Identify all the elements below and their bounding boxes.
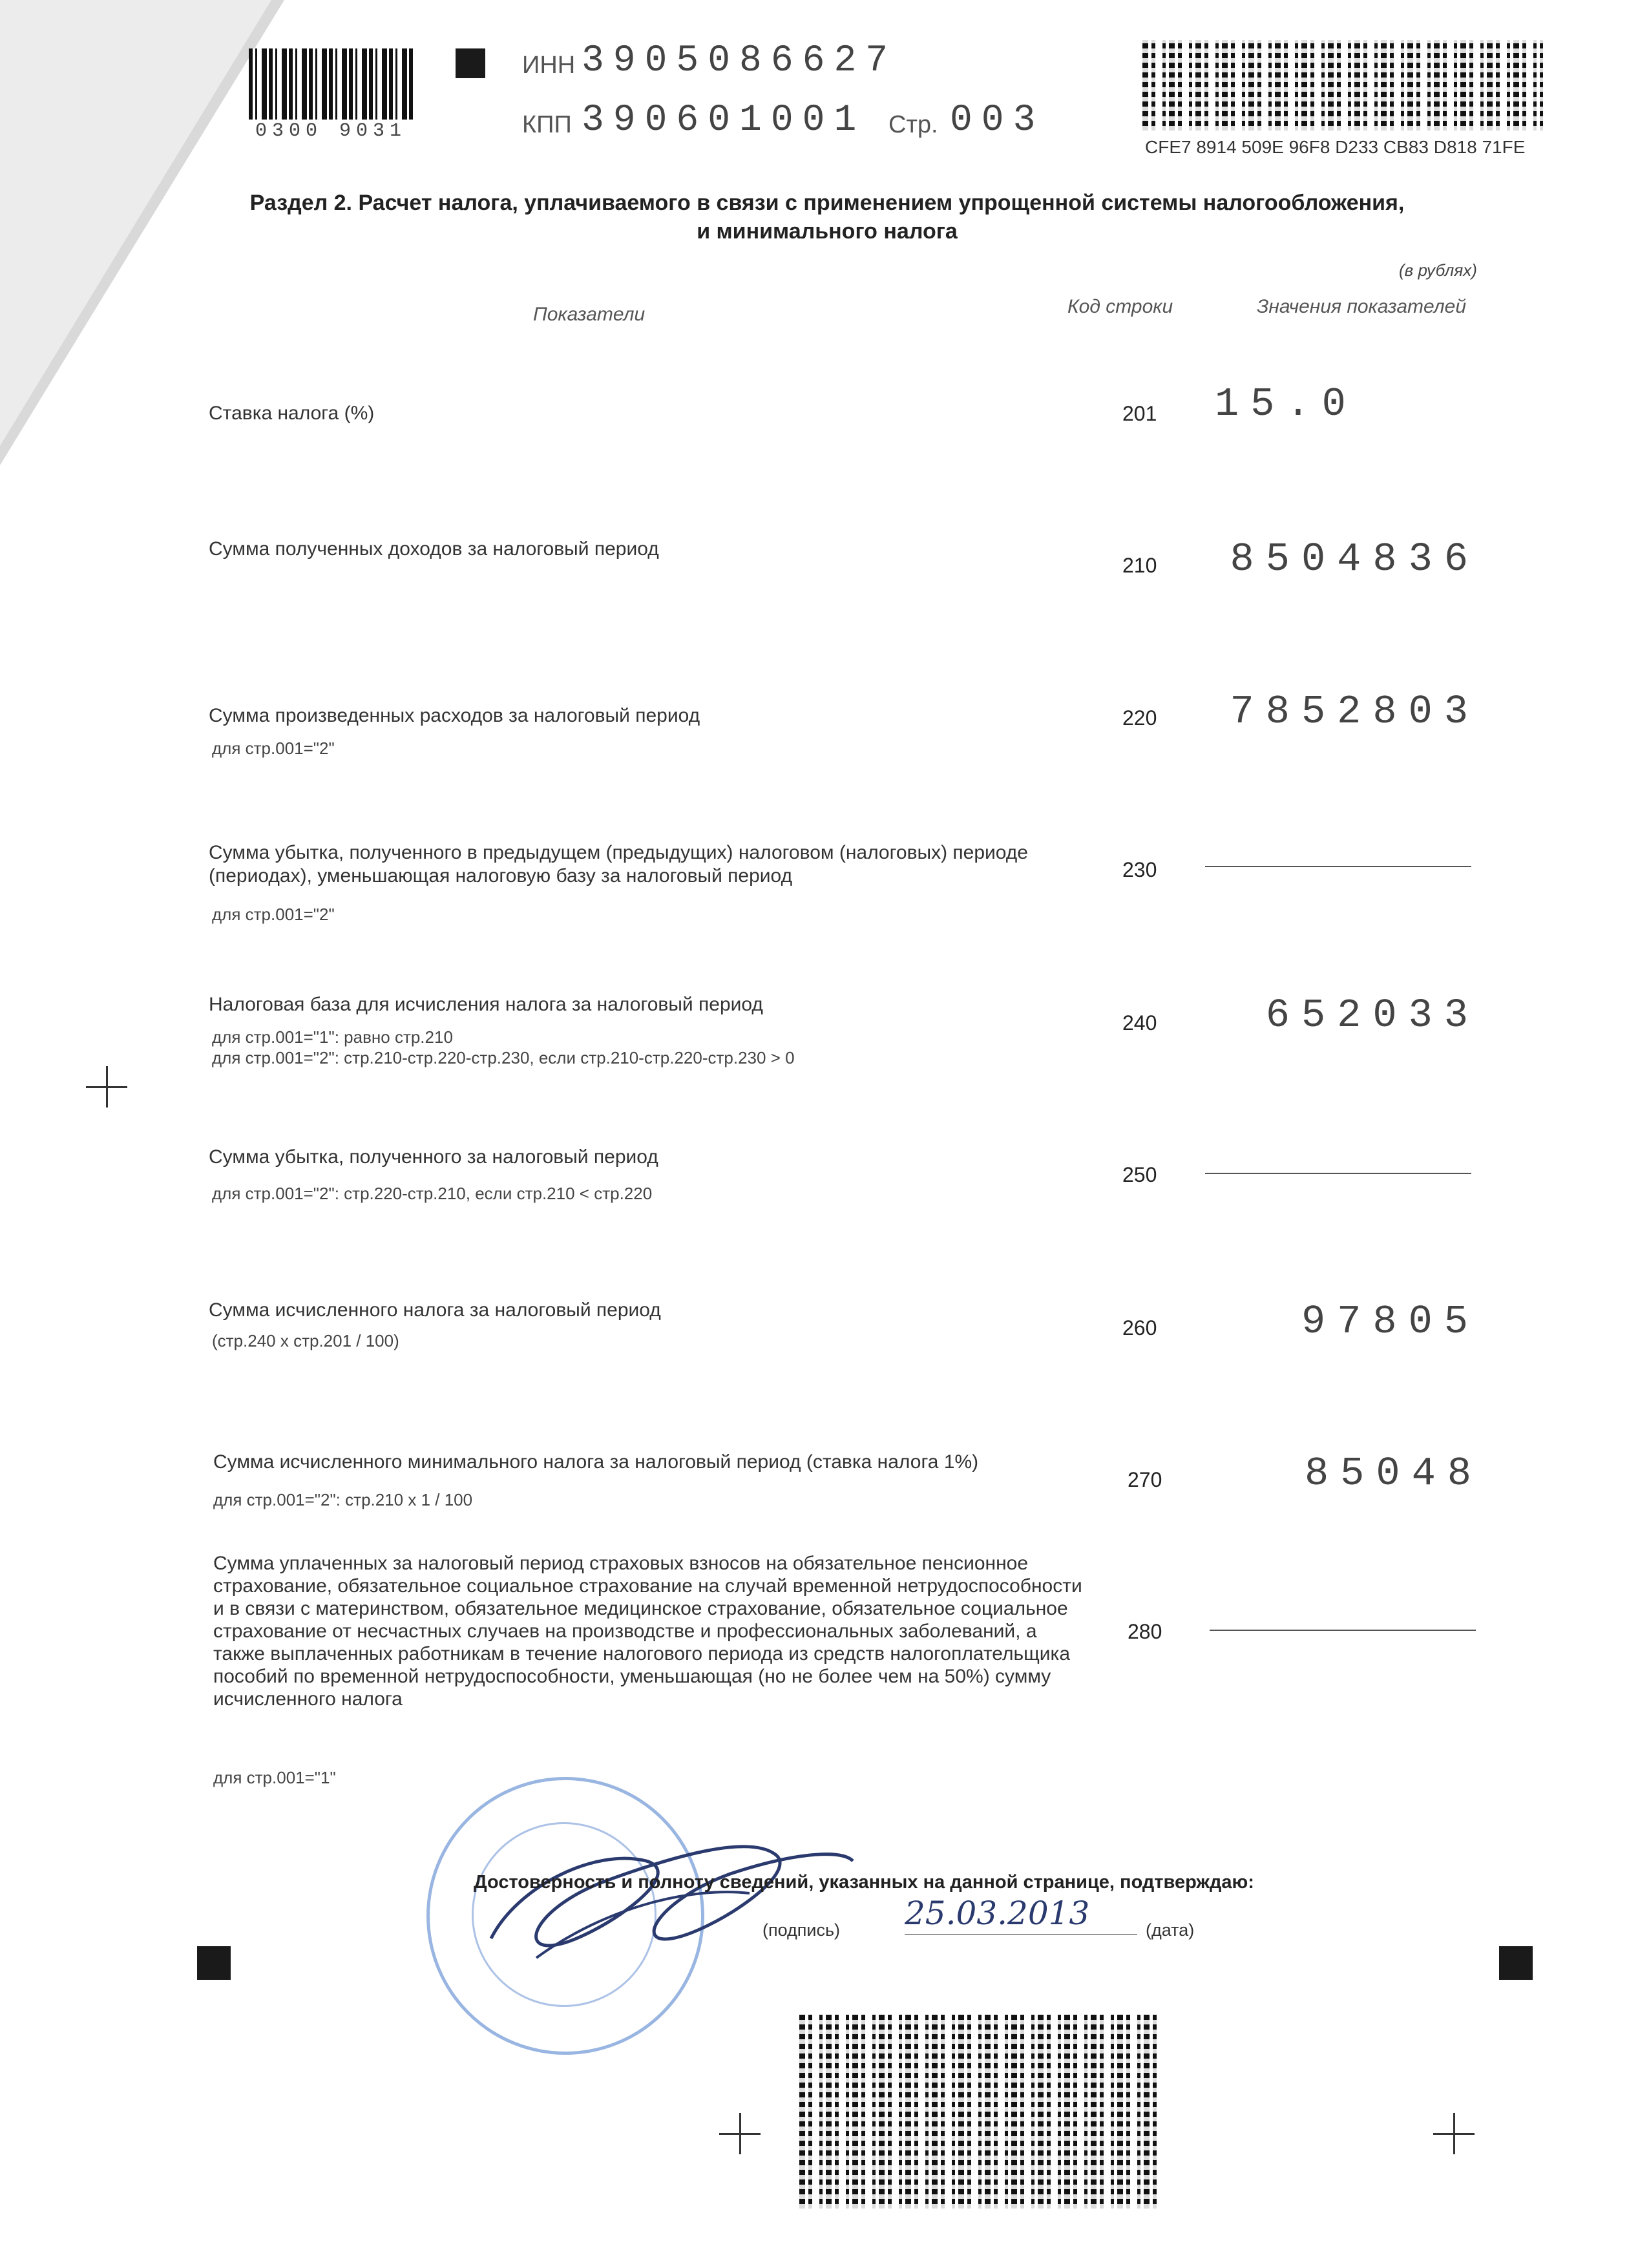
column-values: Значения показателей <box>1257 296 1467 317</box>
corner-marker-bottom-left <box>197 1946 231 1980</box>
row-280-empty-line <box>1210 1630 1476 1631</box>
column-indicators: Показатели <box>533 304 646 325</box>
date-label: (дата) <box>1146 1920 1195 1940</box>
section-title: Раздел 2. Расчет налога, уплачиваемого в связи с применением упрощенной системы налогообложения, <box>249 191 1405 215</box>
corner-marker-bottom-right <box>1499 1946 1533 1980</box>
row-250-empty-line <box>1205 1173 1471 1174</box>
row-210-value: 8504836 <box>1230 536 1480 582</box>
row-220-note: для стр.001="2" <box>212 739 335 758</box>
signature-label: (подпись) <box>762 1920 841 1940</box>
kpp-value: 390601001 <box>582 100 866 142</box>
inn-label: ИНН <box>522 52 576 79</box>
row-210-code: 210 <box>1122 554 1157 577</box>
row-220-label: Сумма произведенных расходов за налоговый период <box>209 705 700 726</box>
row-240-note-1: для стр.001="1": равно стр.210 <box>212 1027 453 1047</box>
units-note: (в рублях) <box>1399 260 1477 280</box>
row-260-value: 97805 <box>1301 1299 1480 1345</box>
kpp-label: КПП <box>522 111 572 138</box>
row-270-value: 85048 <box>1304 1451 1483 1496</box>
row-250-label: Сумма убытка, полученного за налоговый период <box>209 1146 658 1168</box>
barcode-2d-bottom <box>799 2015 1161 2209</box>
barcode-left <box>249 48 414 120</box>
row-270-note: для стр.001="2": стр.210 х 1 / 100 <box>213 1490 473 1509</box>
row-230-note: для стр.001="2" <box>212 905 335 924</box>
row-240-note-2: для стр.001="2": стр.210-стр.220-стр.230, если стр.210-стр.220-стр.230 > 0 <box>212 1048 795 1067</box>
inn-value: 3905086627 <box>582 40 898 82</box>
row-201-value: 15.0 <box>1215 381 1358 427</box>
confirmation-text: Достоверность и полноту сведений, указанных на данной странице, подтверждаю: <box>474 1872 1254 1893</box>
page-number: 003 <box>950 100 1045 142</box>
date-underline <box>905 1934 1137 1935</box>
row-250-note: для стр.001="2": стр.220-стр.210, если стр.210 < стр.220 <box>212 1184 653 1203</box>
row-240-code: 240 <box>1122 1011 1157 1034</box>
row-210-label: Сумма полученных доходов за налоговый период <box>209 538 659 560</box>
date-value: 25.03.2013 <box>905 1895 1090 1932</box>
row-220-code: 220 <box>1122 706 1157 730</box>
row-201-code: 201 <box>1122 402 1157 425</box>
row-280-label: Сумма уплаченных за налоговый период страховых взносов на обязательное пенсионное страхование, обязательное социальное страхование на случай временной нетрудоспособности и в связи с материнством, обязательное медицинское страхование, обязательное социальное страхование от несчастных случаев на производстве и профессиональных заболеваний, а также выплаченных работникам в течение налогового периода из средств налогоплательщика пособий по временной нетрудоспособности, уменьшающая (но не более чем на 50%) сумму исчисленного налога <box>213 1553 1082 1710</box>
barcode-2d-top <box>1142 40 1543 131</box>
row-230-code: 230 <box>1122 858 1157 881</box>
row-240-value: 652033 <box>1265 992 1480 1038</box>
row-240-label: Налоговая база для исчисления налога за налоговый период <box>209 994 763 1015</box>
document-hash: CFE7 8914 509E 96F8 D233 CB83 D818 71FE <box>1145 137 1526 157</box>
registration-mark-left <box>86 1066 127 1108</box>
signature <box>478 1809 866 1977</box>
section-title-line2: и минимального налога <box>697 219 958 244</box>
page-label: Стр. <box>888 111 938 138</box>
row-260-code: 260 <box>1122 1316 1157 1339</box>
row-280-note: для стр.001="1" <box>213 1768 336 1787</box>
row-250-code: 250 <box>1122 1163 1157 1186</box>
row-230-empty-line <box>1205 866 1471 867</box>
registration-mark-bottom-left <box>719 2113 761 2154</box>
registration-mark-bottom-right <box>1433 2113 1475 2154</box>
row-201-label: Ставка налога (%) <box>209 403 375 424</box>
row-270-code: 270 <box>1128 1468 1162 1491</box>
row-220-value: 7852803 <box>1230 689 1480 735</box>
row-260-label: Сумма исчисленного налога за налоговый период <box>209 1299 661 1321</box>
row-260-note: (стр.240 х стр.201 / 100) <box>212 1331 399 1350</box>
column-code: Код строки <box>1067 296 1173 317</box>
corner-marker-top <box>456 48 485 78</box>
row-230-label: Сумма убытка, полученного в предыдущем (предыдущих) налоговом (налоговых) периоде (периодах), уменьшающая налоговую базу за налоговый период <box>209 842 1028 887</box>
barcode-number: 0300 9031 <box>255 120 407 142</box>
row-270-label: Сумма исчисленного минимального налога за налоговый период (ставка налога 1%) <box>213 1451 979 1473</box>
row-280-code: 280 <box>1128 1620 1162 1643</box>
